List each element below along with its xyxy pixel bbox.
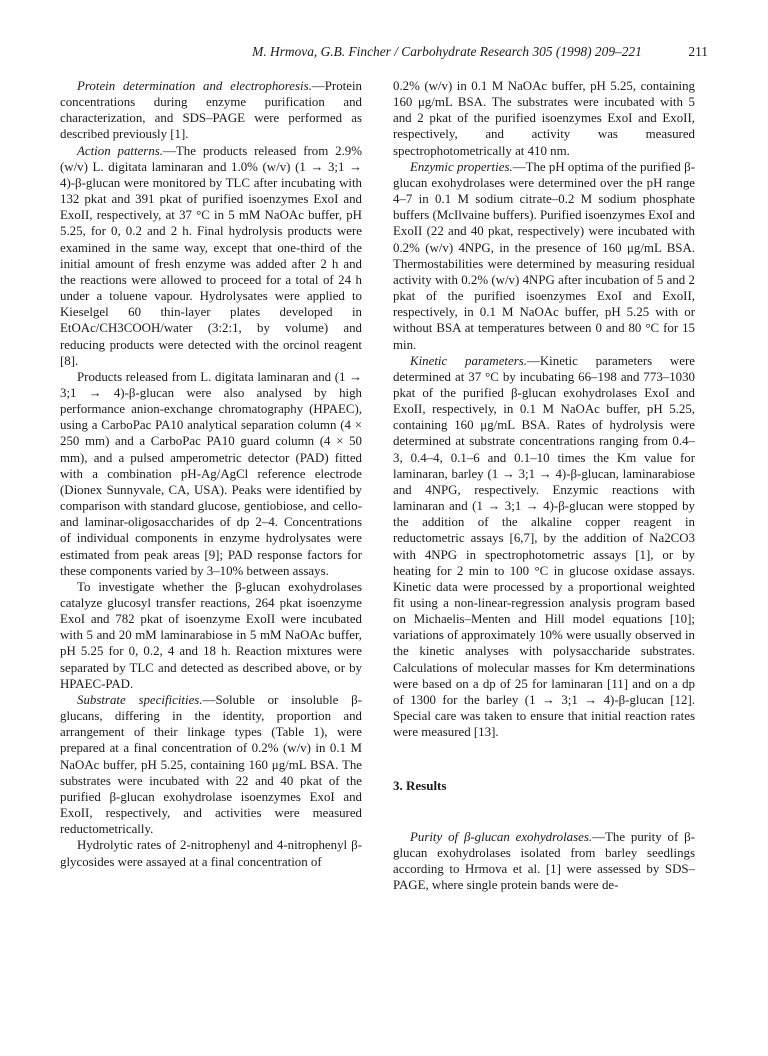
paragraph-protein-determination [60, 78, 362, 143]
paragraph-hpaec: Products released from L. digitata laminaran and (1 → 3;1 → 4)-β-glucan were also analysed by high performance anion-exchange chromatography (HPAEC), using a CarboPac PA10 analytical separation column (4 × 250 mm) and a CarboPac PA10 guard column (4 × 50 mm), and a pulsed amperometric detector (PAD) fitted with a combination pH-Ag/AgCl reference electrode (Dionex Sunnyvale, CA, USA). Peaks were identified by comparison with standard glucose, gentiobiose, and cello- and laminar-oligosaccharides of dp 2–4. Concentrations of individual components in enzyme hydrolysates were estimated from peak areas [9]; PAD response factors for these components varied by 3–10% between assays. [60, 369, 362, 578]
paragraph-purity [393, 829, 695, 894]
paragraph-body: —The pH optima of the purified β-glucan exohydrolases were determined over the pH range 4–7 in 0.1 M sodium citrate–0.2 M sodium phosphate buffers (McIlvaine buffers). Purified isoenzymes ExoI and ExoII (22 and 40 pkat, respectively) were incubated with 0.2% (w/v) 4NPG, in the presence of 160 μg/mL BSA. Thermostabilities were determined by measuring residual activity with 0.2% (w/v) 4NPG after incubation of 5 and 2 pkat of the purified isoenzymes ExoI and ExoII, respectively, in 0.1 M NaOAc buffer, pH 5.25 with or without BSA at temperatures between 0 and 80 °C for 15 min. [393, 159, 696, 352]
paragraph-kinetic-parameters [393, 353, 695, 741]
paragraph-body: —Protein concentrations during enzyme purification and characterization, and SDS–PAGE were performed as described previously [1]. [60, 79, 362, 142]
paragraph-action-patterns [60, 143, 362, 369]
running-header: M. Hrmova, G.B. Fincher / Carbohydrate Research 305 (1998) 209–221 [252, 44, 642, 59]
page-number: 211 [688, 44, 708, 59]
right-column [393, 78, 695, 893]
paragraph-continued: 0.2% (w/v) in 0.1 M NaOAc buffer, pH 5.25, containing 160 μg/mL BSA. The substrates were incubated with 5 and 2 pkat of the purified isoenzymes ExoI and ExoII, respectively, and activity was measured spectrophotometrically at 410 nm. [393, 79, 695, 158]
paragraph-body: —The purity of β-glucan exohydrolases isolated from barley seedlings according to Hrmova et al. [1] were assessed by SDS–PAGE, where single protein bands were de- [393, 829, 695, 893]
runin-heading: Action patterns. [77, 143, 164, 158]
section-heading-results: 3. Results [393, 778, 447, 794]
runin-heading: Kinetic parameters. [410, 353, 527, 368]
paragraph-body: —Kinetic parameters were determined at 37 °C by incubating 66–198 and 773–1030 pkat of the purified β-glucan exohydrolases ExoI and ExoII, respectively, in 0.1 M NaOAc buffer, pH 5.25, containing 160 μg/mL BSA. Rates of hydrolysis were determined at substrate concentrations ranging from 0.4–3, 0.4–4, 0.1–6 and 0.1–10 times the Km value for laminaran, barley (1 → 3;1 → 4)-β-glucan, laminarabiose and 4NPG, respectively. Enzymic reactions with laminaran and (1 → 3;1 → 4)-β-glucan were stopped by the addition of the alkaline copper reagent in reductometric assays [6,7], by the addition of Na2CO3 with 4NPG in spectrophotometric assays [1], or by heating for 2 min to 100 °C in glucose oxidase assays. Kinetic data were processed by a proportional weighted fit using a non-linear-regression analysis program based on Michaelis–Menten and Hill model equations [10]; variations of approximately 10% were usually observed in the kinetic analyses with polysaccharide substrates. Calculations of molecular masses for Km determinations were based on a dp of 25 for laminaran [11] and on a dp of 1300 for the barley (1 → 3;1 → 4)-β-glucan [12]. Special care was taken to ensure that initial reaction rates were measured [13]. [393, 353, 695, 740]
paragraph-hydrolytic-rates: Hydrolytic rates of 2-nitrophenyl and 4-nitrophenyl β-glycosides were assayed at a final concentration of [60, 838, 362, 869]
runin-heading: Purity of β-glucan exohydrolases. [410, 829, 593, 844]
paragraph-body: —The products released from 2.9% (w/v) L. digitata laminaran and 1.0% (w/v) (1 → 3;1 → 4)-β-glucan were monitored by TLC after incubating with 132 pkat and 391 pkat of purified isoenzymes ExoI and ExoII, respectively, at 37 °C in 5 mM NaOAc buffer, pH 5.25, for 0, 0.2 and 2 h. Final hydrolysis products were examined in the same way, except that one-third of the initial amount of fresh enzyme was added after 2 h and the reactions were allowed to proceed for a total of 24 h under a toluene vapour. Hydrolysates were applied to Kieselgel 60 thin-layer plates developed in EtOAc/CH3COOH/water (3:2:1, by volume) and reducing products were detected with the orcinol reagent [8]. [60, 143, 362, 368]
runin-heading: Enzymic properties. [410, 159, 513, 174]
paragraph-body: —Soluble or insoluble β-glucans, differing in the identity, proportion and arrangement of their linkage types (Table 1), were prepared at a final concentration of 0.2% (w/v) in 0.1 M NaOAc buffer, pH 5.25, containing 160 μg/mL BSA. The substrates were incubated with 22 and 40 pkat of the purified β-glucan exohydrolase isoenzymes ExoI and ExoII, respectively, and activities were measured reductometrically. [60, 692, 362, 837]
runin-heading: Substrate specificities. [77, 692, 203, 707]
paragraph-substrate-specificities [60, 692, 362, 837]
paragraph-enzymic-properties [393, 159, 695, 353]
paragraph-transfer-reactions: To investigate whether the β-glucan exohydrolases catalyze glucosyl transfer reactions, 264 pkat isoenzyme ExoI and 782 pkat of isoenzyme ExoII were incubated with 5 and 20 mM laminarabiose in 5 mM NaOAc buffer, pH 5.25 for 0, 0.2, 4 and 18 h. Reaction mixtures were separated by TLC and detected as described above, or by HPAEC-PAD. [60, 579, 362, 691]
left-column [60, 78, 362, 870]
runin-heading: Protein determination and electrophoresis. [77, 79, 312, 93]
